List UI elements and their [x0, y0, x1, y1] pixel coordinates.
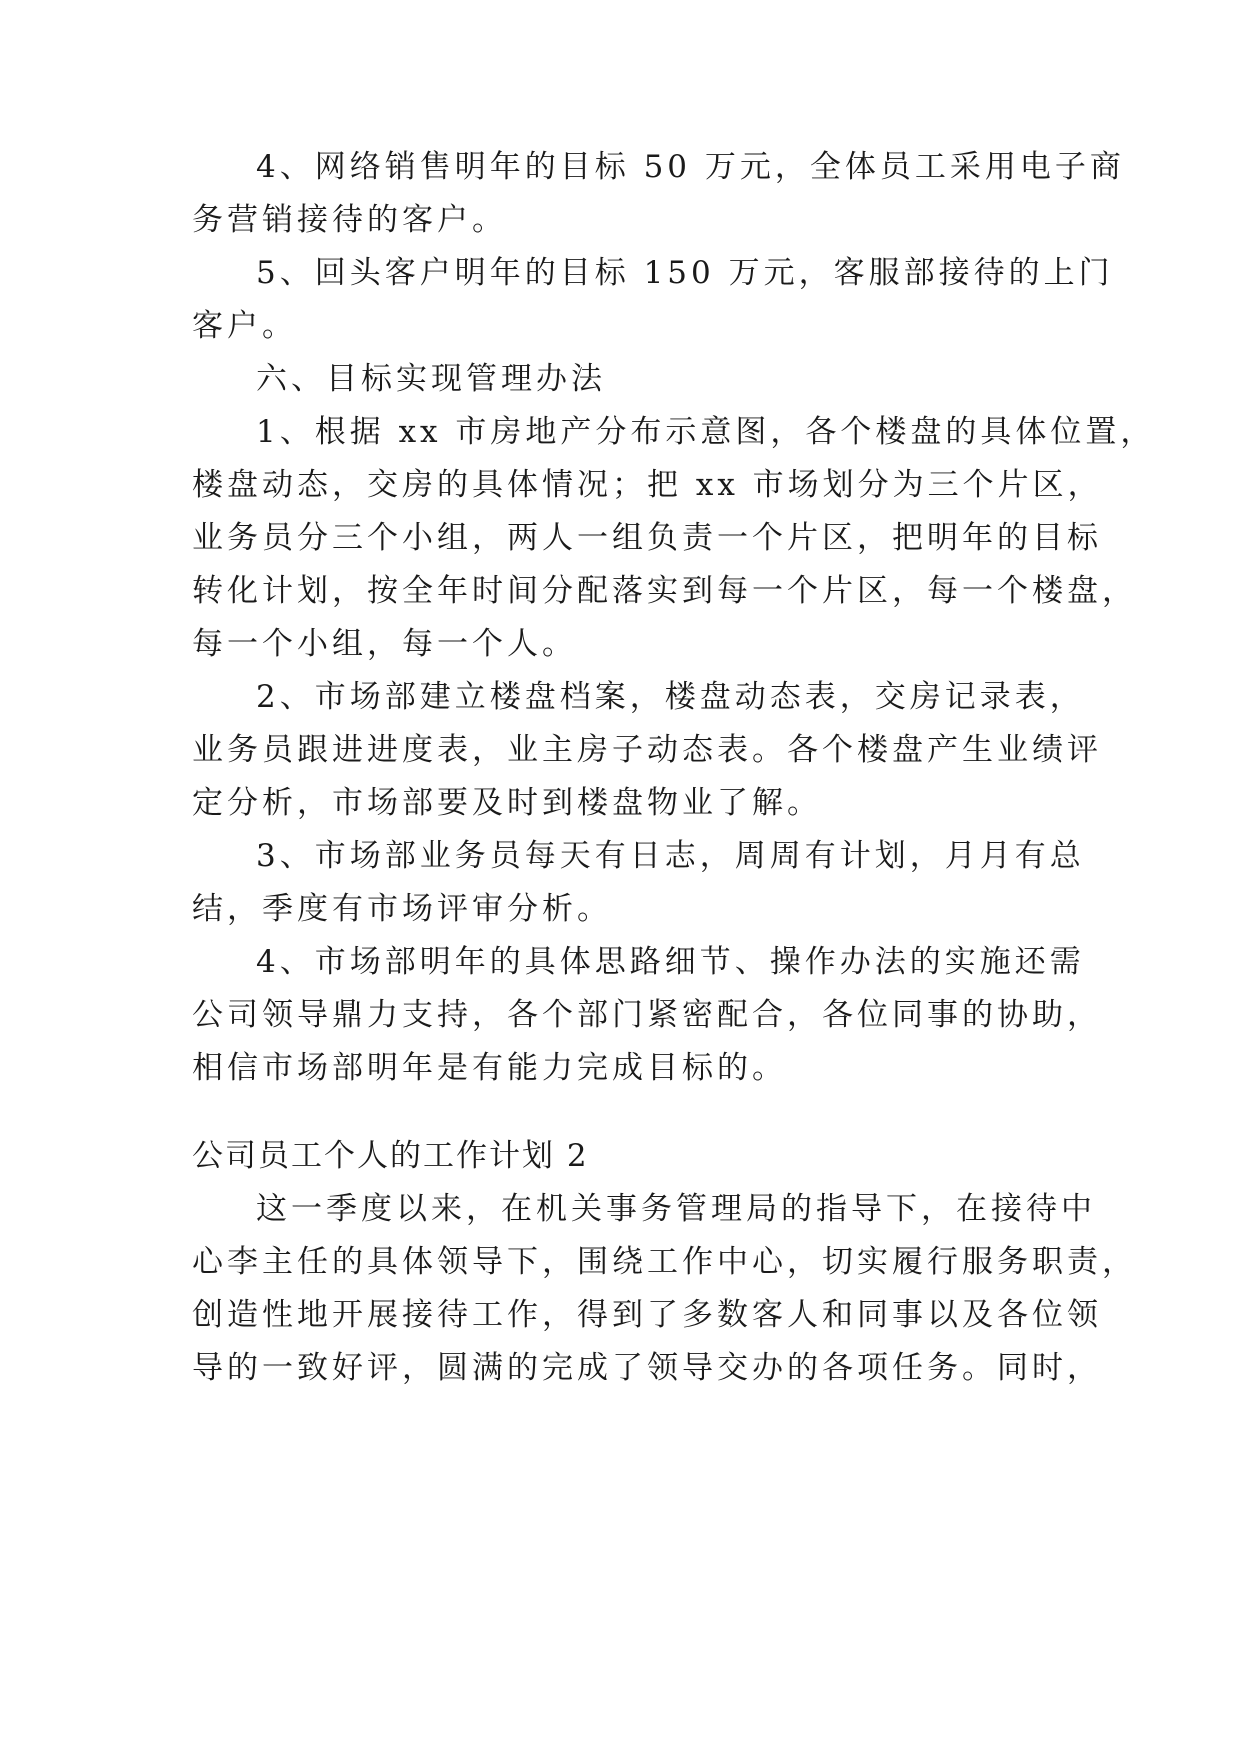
paragraph-line: 客户。: [192, 308, 297, 344]
paragraph-line: 转化计划，按全年时间分配落实到每一个片区，每一个楼盘，: [192, 573, 1137, 609]
paragraph-line: 每一个小组，每一个人。: [192, 626, 577, 662]
paragraph-line: 2、市场部建立楼盘档案，楼盘动态表，交房记录表，: [256, 679, 1085, 715]
paragraph-line: 业务员跟进进度表，业主房子动态表。各个楼盘产生业绩评: [192, 732, 1102, 768]
paragraph-line: 公司领导鼎力支持，各个部门紧密配合，各位同事的协助，: [192, 997, 1102, 1033]
paragraph-line: 4、网络销售明年的目标 50 万元，全体员工采用电子商: [256, 149, 1125, 185]
paragraph-line: 3、市场部业务员每天有日志，周周有计划，月月有总: [256, 838, 1085, 874]
section-heading: 六、目标实现管理办法: [256, 361, 606, 397]
document-subtitle: 公司员工个人的工作计划 2: [192, 1138, 589, 1174]
paragraph-line: 结，季度有市场评审分析。: [192, 891, 612, 927]
paragraph-line: 相信市场部明年是有能力完成目标的。: [192, 1050, 787, 1086]
paragraph-line: 务营销接待的客户。: [192, 202, 507, 238]
paragraph-line: 心李主任的具体领导下，围绕工作中心，切实履行服务职责，: [192, 1244, 1137, 1280]
paragraph-line: 5、回头客户明年的目标 150 万元，客服部接待的上门: [256, 255, 1114, 291]
paragraph-line: 导的一致好评，圆满的完成了领导交办的各项任务。同时，: [192, 1350, 1102, 1386]
paragraph-line: 定分析，市场部要及时到楼盘物业了解。: [192, 785, 822, 821]
paragraph-line: 业务员分三个小组，两人一组负责一个片区，把明年的目标: [192, 520, 1102, 556]
paragraph-line: 楼盘动态，交房的具体情况；把 xx 市场划分为三个片区，: [192, 467, 1103, 503]
paragraph-line: 这一季度以来，在机关事务管理局的指导下，在接待中: [256, 1191, 1096, 1227]
paragraph-line: 1、根据 xx 市房地产分布示意图，各个楼盘的具体位置，: [256, 414, 1156, 450]
paragraph-line: 4、市场部明年的具体思路细节、操作办法的实施还需: [256, 944, 1085, 980]
paragraph-line: 创造性地开展接待工作，得到了多数客人和同事以及各位领: [192, 1297, 1102, 1333]
